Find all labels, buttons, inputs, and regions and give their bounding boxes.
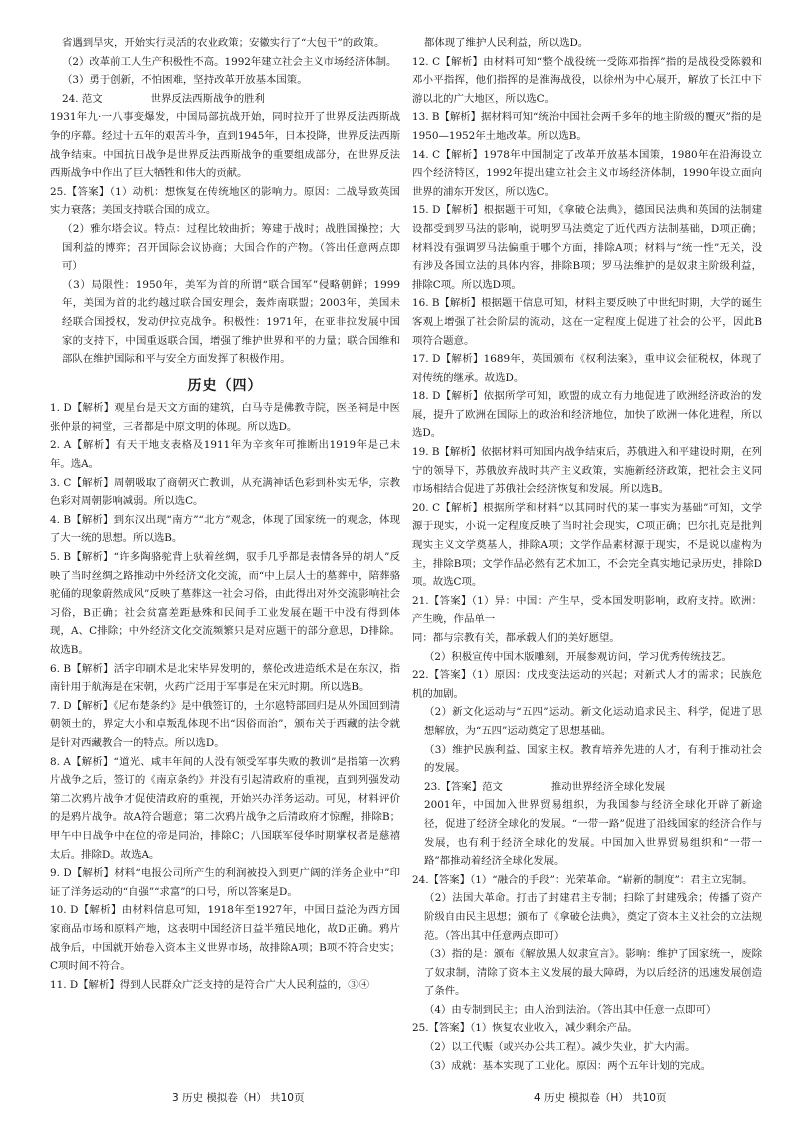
answer-paragraph: 19. B【解析】依据材料可知国内战争结束后，苏俄进入和平建设时期，在列宁的领导下，苏俄放弃战时共产主义政策，实施新经济政策，把社会主义同市场相结合促进了苏俄社会经济恢复和发展。所以选B。 [412,446,762,496]
answer-paragraph: （2）新文化运动与“五四”运动。新文化运动追求民主、科学，促进了思想解放，为“五四”运动奠定了思想基础。 [424,706,762,737]
answer-paragraph: 1. D【解析】观星台是天文方面的建筑，白马寺是佛教寺院，医圣祠是中医张仲景的祠堂，三者都是中原文明的体现。所以选D。 [50,402,400,433]
answer-paragraph: （3）局限性：1950年，美军为首的所谓“联合国军”侵略朝鲜；1999年，美国为首的北约越过联合国安理会，轰炸南联盟；2003年，美国未经联合国授权，发动伊拉克战争。积极性：1971年，在亚非拉发展中国家的支持下，中国重返联合国，增强了维护世界和平的力量；联合国维和部队在维护国际和平与安全方面发挥了积极作用。 [62,278,400,366]
answer-paragraph: 20. C【解析】根据所学和材料“以其同时代的某一事实为基础”可知，文学源于现实，小说一定程度反映了当时社会现实，C项正确；巴尔扎克是批判现实主义文学奠基人，排除A项；文学作品素材源于现实，不是说以虚构为主，排除B项；文学作品必然有艺术加工，不会完全真实地记录历史，排除D项。故选C项。 [412,501,762,589]
answer-paragraph: 1931年九·一八事变爆发，中国局部抗战开始，同时拉开了世界反法西斯战争的序幕。经过十五年的艰苦斗争，直到1945年，日本投降，世界反法西斯战争结束。中国抗日战争是世界反法西斯战争的重要组成部分，在世界反法西斯战争中作出了巨大牺牲和伟大的贡献。 [50,111,400,180]
question-number: 24. 范文 [62,92,103,105]
essay-title: 推动世界经济全球化发展 [550,780,666,793]
section-heading: 历史（四） [187,377,263,394]
answer-paragraph: 21.【答案】（1）异：中国：产生早，受本国发明影响，政府支持。欧洲：产生晚，作品单一 [412,594,762,626]
answer-paragraph: （3）勇于创新，不怕困难，坚持改革开放基本国策。 [62,74,308,87]
answer-paragraph: 15. D【解析】根据题干可知，《拿破仑法典》，德国民法典和英国的法制建设都受到罗马法的影响，说明罗马法奠定了近代西方法制基础，D项正确；材料没有强调罗马法偏重于哪个方面，排除A项；材料与“统一性”无关，没有涉及各国立法的具体内容，排除B项；罗马法维护的是奴隶主阶级利益，排除C项。所以选D项。 [412,204,762,291]
answer-paragraph: 2. A【解析】有天干地支表格及1911年为辛亥年可推断出1919年是己未年。选A。 [50,439,400,471]
left-column [50,34,400,994]
answer-paragraph: （3）成就：基本实现了工业化。原因：两个五年计划的完成。 [424,1059,712,1072]
answer-paragraph: 同：都与宗教有关，都承载人们的美好愿望。 [412,632,620,644]
essay-title-line [50,90,400,109]
page-footer-right: 4 历史 模拟卷（H） 共10页 [534,1092,667,1104]
answer-paragraph: 9. D【解析】材料“电报公司所产生的利润被投入到更广阔的洋务企业中”印证了洋务运动的“自强”“求富”的口号，所以答案是D。 [50,867,400,898]
essay-title-line [412,778,762,797]
answer-paragraph: （2）积极宣传中国木版雕刻，开展参观访问，学习优秀传统技艺。 [424,650,732,663]
answer-paragraph: 22.【答案】（1）原因：戊戌变法运动的兴起；对新式人才的需求；民族危机的加剧。 [412,669,762,700]
answer-paragraph: （3）维护民族利益、国家主权。教育培养先进的人才，有利于推动社会的发展。 [424,743,762,775]
answer-paragraph: （2）以工代赈（或兴办公共工程）。减少失业，扩大内需。 [424,1041,696,1054]
answer-paragraph: 25.【答案】（1）动机：想恢复在传统地区的影响力。原因：二战导致英国实力衰落；美国支持联合国的成立。 [50,185,400,217]
question-number: 23.【答案】范文 [424,780,503,793]
answer-paragraph: 13. B【解析】据材料可知“统治中国社会两千多年的地主阶级的覆灭”指的是1950—1952年土地改革。所以选B。 [412,111,762,142]
answer-paragraph: 6. B【解析】活字印刷术是北宋毕昇发明的，蔡伦改进造纸术是在东汉，指南针用于航海是在宋朝，火药广泛用于军事是在宋元时期。所以选B。 [50,662,400,694]
answer-paragraph: 12. C【解析】由材料可知“整个战役统一受陈邓指挥”指的是战役受陈毅和邓小平指挥，他们指挥的是淮海战役，以徐州为中心展开，解放了长江中下游以北的广大地区，所以选C。 [412,55,762,105]
answer-paragraph: 8. A【解析】“道光、咸丰年间的人没有领受军事失败的教训”是指第一次鸦片战争之后，签订的《南京条约》并没有引起清政府的重视，直到列强发动第二次鸦片战争才促使清政府的重视，开始兴办洋务运动。可见，材料评价的是鸦片战争。故A符合题意；第二次鸦片战争之后清政府才惊醒，排除B；甲午中日战争中在位的帝是同治，排除C；八国联军侵华时期掌权者是慈禧太后。排除D。故选A。 [50,755,400,861]
answer-paragraph: 25.【答案】（1）恢复农业收入，减少剩余产品。 [412,1022,638,1035]
answer-paragraph: （3）指的是：颁布《解放黑人奴隶宣言》。影响：维护了国家统一，废除了奴隶制，清除了资本主义发展的最大障碍，为以后经济的迅速发展创造了条件。 [424,948,762,998]
answer-paragraph: 省遇到旱灾，开始实行灵活的农业政策；安徽实行了“大包干”的政策。 [62,37,385,49]
answer-paragraph: 7. D【解析】《尼布楚条约》是中俄签订的，土尔扈特部回归是从外国回到清朝领土的，界定大小和卓叛乱体现不出“因俗而治”，颁布关于西藏的法令就是针对西藏教合一的特点。所以选D。 [50,699,400,749]
answer-paragraph: （4）由专制到民主；由人治到法治。（答出其中任意一点即可） [424,1003,717,1016]
answer-paragraph: （2）改革前工人生产积极性不高。1992年建立社会主义市场经济体制。 [62,55,397,68]
answer-paragraph: 都体现了维护人民利益，所以选D。 [424,37,589,49]
answer-paragraph: 14. C【解析】1978年中国制定了改革开放基本国策，1980年在沿海设立四个经济特区，1992年提出建立社会主义市场经济体制，1990年设立面向世界的浦东开发区，所以选C。 [412,148,762,198]
answer-paragraph: 10. D【解析】由材料信息可知，1918年至1927年，中国日益沦为西方国家商品市场和原料产地，这表明中国经济日益半殖民地化，故D正确。鸦片战争后，中国就开始卷入资本主义世界市场，故排除A项；B项不符合史实；C项时间不符合。 [50,904,400,973]
answer-paragraph: 16. B【解析】根据题干信息可知，材料主要反映了中世纪时期，大学的诞生客观上增强了社会阶层的流动，这在一定程度上促进了社会的公平，因此B项符合题意。 [412,297,762,347]
answer-paragraph: 18. D【解析】依据所学可知，欧盟的成立有力地促进了欧洲经济政治的发展，提升了欧洲在国际上的政治和经济地位，加快了欧洲一体化进程，所以选D。 [412,390,762,440]
essay-title: 世界反法西斯战争的胜利 [150,92,265,105]
right-column [412,34,762,1075]
page-footer-left: 3 历史 模拟卷（H） 共10页 [172,1092,305,1104]
answer-paragraph: 4. B【解析】到东汉出现“南方”“北方”观念，体现了国家统一的观念，体现了大一统的思想。所以选B。 [50,513,400,545]
answer-paragraph: 3. C【解析】周朝吸取了商朝灭亡教训，从充满神话色彩到朴实无华，宗教色彩对周朝影响减弱。所以选C。 [50,476,400,508]
answer-paragraph: 2001年，中国加入世界贸易组织，为我国参与经济全球化开辟了新途径，促进了经济全球化的发展。“一带一路”促进了沿线国家的经济合作与发展，也有利于经济全球化的发展。中国加入世界贸易组织和“一带一路”都推动着经济全球化发展。 [424,799,762,868]
answer-paragraph: （2）雅尔塔会议。特点：过程比较曲折；筹建于战时；战胜国操控；大国利益的博弈；召开国际会议协商；大国合作的产物。（答出任意两点即可） [62,222,400,273]
answer-paragraph: 24.【答案】（1）“融合的手段”：光荣革命。“崭新的制度”：君主立宪制。 [412,873,753,886]
answer-paragraph: 11. D【解析】得到人民群众广泛支持的是符合广大人民利益的，③④ [50,978,370,991]
answer-paragraph: 5. B【解析】“许多陶骆驼背上驮着丝绸，驭手几乎都是表情各异的胡人”反映了当时丝绸之路推动中外经济文化交流，而“中上层人士的墓葬中，陪葬骆驼俑的现象蔚然成风”反映了墓葬这一社会习俗，由此得出对外交流影响社会习俗，B正确；社会贫富差距悬殊和民间手工业发展在题干中没有得到体现，A、C排除；中外经济文化交流频繁只是对应题干的部分意思，D排除。故选B。 [50,551,400,656]
answer-paragraph: （2）法国大革命。打击了封建君主专制；扫除了封建残余；传播了资产阶级自由民主思想；颁布了《拿破仑法典》，奠定了资本主义社会的立法规范。（答出其中任意两点即可） [424,892,762,942]
answer-paragraph: 17. D【解析】1689年，英国颁布《权利法案》，重申议会征税权，体现了对传统的继承。故选D。 [412,353,762,384]
